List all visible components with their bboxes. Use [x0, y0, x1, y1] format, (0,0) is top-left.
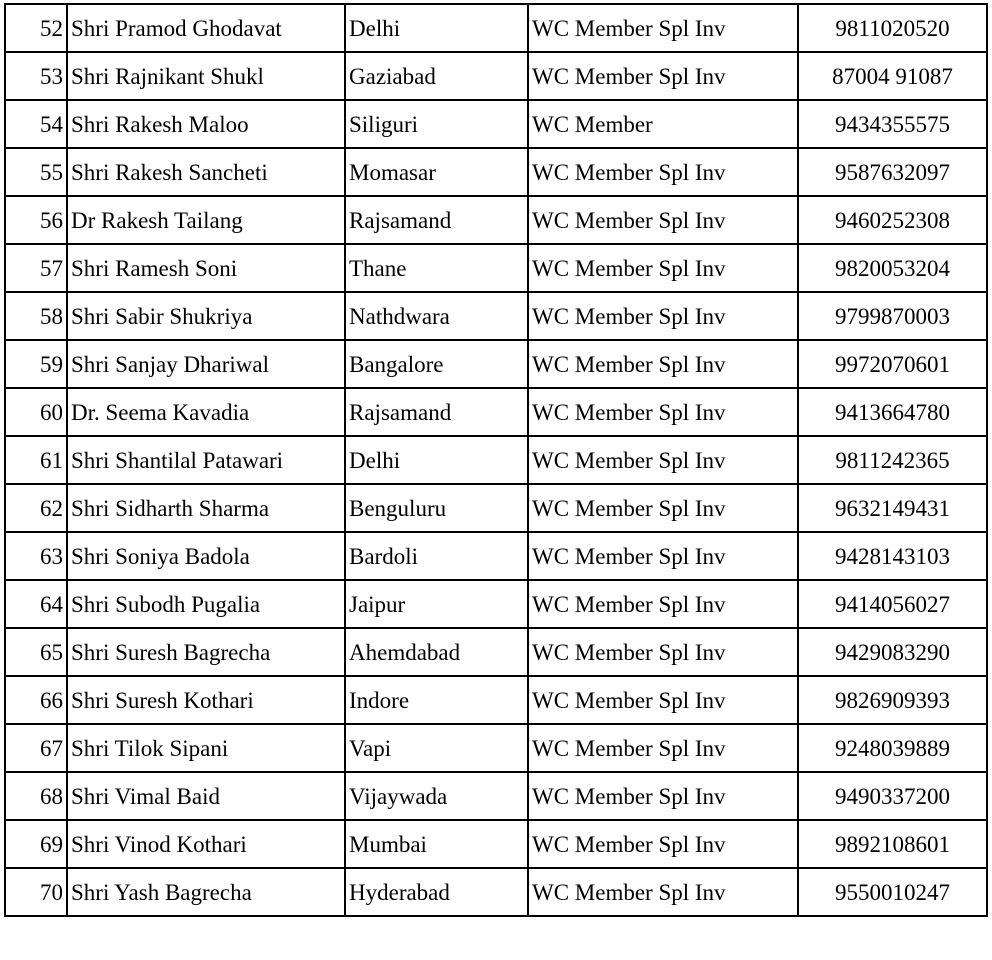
city-cell: Rajsamand — [345, 196, 528, 244]
member-name-cell: Shri Pramod Ghodavat — [67, 4, 345, 52]
serial-number-cell: 68 — [5, 772, 67, 820]
city-cell: Vapi — [345, 724, 528, 772]
phone-number-cell: 9550010247 — [798, 868, 987, 916]
table-row — [5, 580, 987, 628]
designation-cell: WC Member Spl Inv — [528, 196, 798, 244]
serial-number-cell: 55 — [5, 148, 67, 196]
city-cell: Gaziabad — [345, 52, 528, 100]
phone-number-cell: 9428143103 — [798, 532, 987, 580]
table-row — [5, 436, 987, 484]
member-name-cell: Dr Rakesh Tailang — [67, 196, 345, 244]
table-row — [5, 292, 987, 340]
phone-number-cell: 9460252308 — [798, 196, 987, 244]
designation-cell: WC Member Spl Inv — [528, 628, 798, 676]
phone-number-cell: 9826909393 — [798, 676, 987, 724]
table-row — [5, 148, 987, 196]
designation-cell: WC Member Spl Inv — [528, 868, 798, 916]
city-cell: Mumbai — [345, 820, 528, 868]
table-row — [5, 628, 987, 676]
member-name-cell: Shri Ramesh Soni — [67, 244, 345, 292]
table-row — [5, 4, 987, 52]
member-name-cell: Shri Rakesh Maloo — [67, 100, 345, 148]
member-name-cell: Shri Sabir Shukriya — [67, 292, 345, 340]
city-cell: Delhi — [345, 4, 528, 52]
table-row — [5, 244, 987, 292]
table-row — [5, 196, 987, 244]
phone-number-cell: 9587632097 — [798, 148, 987, 196]
serial-number-cell: 58 — [5, 292, 67, 340]
designation-cell: WC Member — [528, 100, 798, 148]
serial-number-cell: 60 — [5, 388, 67, 436]
member-name-cell: Dr. Seema Kavadia — [67, 388, 345, 436]
member-table-body — [5, 4, 987, 916]
member-name-cell: Shri Sidharth Sharma — [67, 484, 345, 532]
serial-number-cell: 64 — [5, 580, 67, 628]
member-name-cell: Shri Rakesh Sancheti — [67, 148, 345, 196]
phone-number-cell: 9799870003 — [798, 292, 987, 340]
phone-number-cell: 9892108601 — [798, 820, 987, 868]
serial-number-cell: 70 — [5, 868, 67, 916]
phone-number-cell: 9811020520 — [798, 4, 987, 52]
table-row — [5, 772, 987, 820]
table-row — [5, 724, 987, 772]
serial-number-cell: 52 — [5, 4, 67, 52]
member-name-cell: Shri Suresh Kothari — [67, 676, 345, 724]
city-cell: Siliguri — [345, 100, 528, 148]
serial-number-cell: 57 — [5, 244, 67, 292]
city-cell: Hyderabad — [345, 868, 528, 916]
designation-cell: WC Member Spl Inv — [528, 820, 798, 868]
designation-cell: WC Member Spl Inv — [528, 772, 798, 820]
phone-number-cell: 9632149431 — [798, 484, 987, 532]
city-cell: Thane — [345, 244, 528, 292]
designation-cell: WC Member Spl Inv — [528, 292, 798, 340]
phone-number-cell: 9248039889 — [798, 724, 987, 772]
phone-number-cell: 9820053204 — [798, 244, 987, 292]
table-row — [5, 820, 987, 868]
designation-cell: WC Member Spl Inv — [528, 244, 798, 292]
designation-cell: WC Member Spl Inv — [528, 676, 798, 724]
serial-number-cell: 56 — [5, 196, 67, 244]
city-cell: Rajsamand — [345, 388, 528, 436]
phone-number-cell: 9811242365 — [798, 436, 987, 484]
serial-number-cell: 62 — [5, 484, 67, 532]
phone-number-cell: 9490337200 — [798, 772, 987, 820]
table-row — [5, 532, 987, 580]
serial-number-cell: 65 — [5, 628, 67, 676]
city-cell: Nathdwara — [345, 292, 528, 340]
city-cell: Jaipur — [345, 580, 528, 628]
designation-cell: WC Member Spl Inv — [528, 532, 798, 580]
member-name-cell: Shri Shantilal Patawari — [67, 436, 345, 484]
member-name-cell: Shri Tilok Sipani — [67, 724, 345, 772]
serial-number-cell: 61 — [5, 436, 67, 484]
designation-cell: WC Member Spl Inv — [528, 724, 798, 772]
member-name-cell: Shri Rajnikant Shukl — [67, 52, 345, 100]
phone-number-cell: 9414056027 — [798, 580, 987, 628]
phone-number-cell: 9972070601 — [798, 340, 987, 388]
city-cell: Vijaywada — [345, 772, 528, 820]
phone-number-cell: 9429083290 — [798, 628, 987, 676]
member-name-cell: Shri Sanjay Dhariwal — [67, 340, 345, 388]
table-row — [5, 52, 987, 100]
serial-number-cell: 66 — [5, 676, 67, 724]
designation-cell: WC Member Spl Inv — [528, 52, 798, 100]
phone-number-cell: 9413664780 — [798, 388, 987, 436]
city-cell: Ahemdabad — [345, 628, 528, 676]
designation-cell: WC Member Spl Inv — [528, 436, 798, 484]
designation-cell: WC Member Spl Inv — [528, 340, 798, 388]
table-row — [5, 868, 987, 916]
city-cell: Momasar — [345, 148, 528, 196]
member-name-cell: Shri Vimal Baid — [67, 772, 345, 820]
phone-number-cell: 9434355575 — [798, 100, 987, 148]
designation-cell: WC Member Spl Inv — [528, 148, 798, 196]
designation-cell: WC Member Spl Inv — [528, 580, 798, 628]
city-cell: Benguluru — [345, 484, 528, 532]
member-name-cell: Shri Soniya Badola — [67, 532, 345, 580]
table-row — [5, 100, 987, 148]
member-name-cell: Shri Vinod Kothari — [67, 820, 345, 868]
serial-number-cell: 69 — [5, 820, 67, 868]
table-row — [5, 340, 987, 388]
member-name-cell: Shri Yash Bagrecha — [67, 868, 345, 916]
designation-cell: WC Member Spl Inv — [528, 388, 798, 436]
serial-number-cell: 59 — [5, 340, 67, 388]
serial-number-cell: 53 — [5, 52, 67, 100]
member-table — [4, 3, 988, 917]
city-cell: Bangalore — [345, 340, 528, 388]
member-name-cell: Shri Suresh Bagrecha — [67, 628, 345, 676]
table-row — [5, 676, 987, 724]
city-cell: Delhi — [345, 436, 528, 484]
serial-number-cell: 67 — [5, 724, 67, 772]
serial-number-cell: 63 — [5, 532, 67, 580]
serial-number-cell: 54 — [5, 100, 67, 148]
member-name-cell: Shri Subodh Pugalia — [67, 580, 345, 628]
designation-cell: WC Member Spl Inv — [528, 4, 798, 52]
city-cell: Indore — [345, 676, 528, 724]
phone-number-cell: 87004 91087 — [798, 52, 987, 100]
city-cell: Bardoli — [345, 532, 528, 580]
table-row — [5, 484, 987, 532]
designation-cell: WC Member Spl Inv — [528, 484, 798, 532]
table-row — [5, 388, 987, 436]
